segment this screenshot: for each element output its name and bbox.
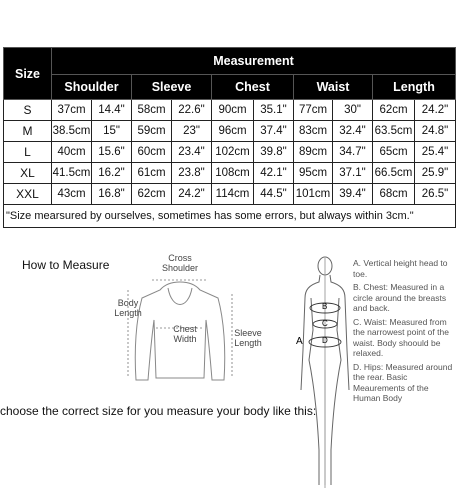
chest-width-label-line-2: Width — [173, 334, 197, 344]
measurement-cell: 35.1" — [254, 100, 294, 121]
measurement-cell: 101cm — [294, 184, 333, 205]
marker-c: C — [322, 319, 328, 328]
measurement-cell: 68cm — [373, 184, 415, 205]
table-row — [4, 142, 456, 163]
note-a: A. Vertical height head to toe. — [353, 258, 448, 279]
measurement-cell: 38.5cm — [52, 121, 92, 142]
measurement-cell: 62cm — [373, 100, 415, 121]
measurement-cell: 24.8" — [415, 121, 456, 142]
measurement-cell: 37.4" — [254, 121, 294, 142]
measurement-cell: 59cm — [132, 121, 172, 142]
measurement-cell: 16.2" — [92, 163, 132, 184]
note-c: C. Waist: Measured from the narrowest point of the waist. Body shoould be relaxed. — [353, 316, 449, 358]
sleeve-length-label-line-2: Length — [234, 338, 262, 348]
note-d: D. Hips: Measured around the rear. Basic Meaurements of the Human Body — [353, 361, 453, 403]
measurement-cell: 41.5cm — [52, 163, 92, 184]
table-row — [4, 163, 456, 184]
measurement-cell: 24.2" — [415, 100, 456, 121]
size-cell: M — [4, 121, 52, 142]
measurement-cell: 63.5cm — [373, 121, 415, 142]
size-table — [3, 47, 456, 228]
measurement-cell: 95cm — [294, 163, 333, 184]
column-header-waist: Waist — [294, 75, 373, 100]
table-row — [4, 100, 456, 121]
choose-size-text: choose the correct size for you measure your body like this: — [0, 404, 317, 418]
measurement-notes — [353, 258, 458, 407]
note-b: B. Chest: Measured in a circle around the breasts and back. — [353, 282, 447, 313]
cross-shoulder-label-line-2: Shoulder — [161, 263, 199, 273]
sleeve-length-label — [228, 328, 268, 348]
table-header-row-1 — [4, 48, 456, 75]
measurement-cell: 65cm — [373, 142, 415, 163]
size-cell: XL — [4, 163, 52, 184]
size-cell: L — [4, 142, 52, 163]
chest-width-label — [165, 324, 205, 344]
cross-shoulder-label-line-1: Cross — [168, 253, 192, 263]
measurement-cell: 23" — [172, 121, 212, 142]
measurement-cell: 39.8" — [254, 142, 294, 163]
body-length-label — [108, 298, 148, 318]
how-to-measure-title: How to Measure — [22, 258, 110, 272]
measurement-cell: 25.4" — [415, 142, 456, 163]
measurement-cell: 39.4" — [333, 184, 373, 205]
body-length-label-line-2: Length — [114, 308, 142, 318]
marker-a: A — [296, 336, 303, 347]
measurement-cell: 22.6" — [172, 100, 212, 121]
measurement-cell: 62cm — [132, 184, 172, 205]
measurement-cell: 83cm — [294, 121, 333, 142]
size-note: "Size mearsured by ourselves, sometimes has some errors, but always within 3cm." — [4, 205, 456, 228]
body-length-label-line-1: Body — [117, 298, 139, 308]
measurement-cell: 14.4" — [92, 100, 132, 121]
measurement-cell: 61cm — [132, 163, 172, 184]
column-header-shoulder: Shoulder — [52, 75, 132, 100]
size-cell: XXL — [4, 184, 52, 205]
size-cell: S — [4, 100, 52, 121]
measurement-header: Measurement — [52, 48, 456, 75]
chest-width-label-line-1: Chest — [173, 324, 197, 334]
measurement-cell: 37cm — [52, 100, 92, 121]
measurement-cell: 23.8" — [172, 163, 212, 184]
measurement-cell: 34.7" — [333, 142, 373, 163]
measurement-cell: 24.2" — [172, 184, 212, 205]
measurement-cell: 15" — [92, 121, 132, 142]
sleeve-length-label-line-1: Sleeve — [234, 328, 262, 338]
measurement-cell: 60cm — [132, 142, 172, 163]
measurement-cell: 58cm — [132, 100, 172, 121]
measurement-cell: 16.8" — [92, 184, 132, 205]
size-header: Size — [4, 48, 52, 100]
measurement-cell: 77cm — [294, 100, 333, 121]
measurement-cell: 66.5cm — [373, 163, 415, 184]
measurement-cell: 108cm — [212, 163, 254, 184]
column-header-sleeve: Sleeve — [132, 75, 212, 100]
body-measure-lines — [309, 258, 341, 488]
measurement-cell: 90cm — [212, 100, 254, 121]
measurement-cell: 40cm — [52, 142, 92, 163]
measurement-cell: 30" — [333, 100, 373, 121]
marker-d: D — [322, 336, 328, 345]
column-header-length: Length — [373, 75, 456, 100]
measurement-cell: 96cm — [212, 121, 254, 142]
measurement-cell: 26.5" — [415, 184, 456, 205]
measurement-cell: 37.1" — [333, 163, 373, 184]
measurement-cell: 114cm — [212, 184, 254, 205]
measurement-cell: 23.4" — [172, 142, 212, 163]
marker-b: B — [322, 302, 328, 311]
measurement-cell: 15.6" — [92, 142, 132, 163]
measurement-cell: 25.9" — [415, 163, 456, 184]
measurement-cell: 32.4" — [333, 121, 373, 142]
measurement-cell: 42.1" — [254, 163, 294, 184]
table-row — [4, 184, 456, 205]
column-header-chest: Chest — [212, 75, 294, 100]
table-header-row-2 — [4, 75, 456, 100]
measurement-cell: 102cm — [212, 142, 254, 163]
table-note-row — [4, 205, 456, 228]
measurement-cell: 89cm — [294, 142, 333, 163]
measurement-cell: 44.5" — [254, 184, 294, 205]
table-row — [4, 121, 456, 142]
body-diagram — [295, 250, 355, 500]
measurement-cell: 43cm — [52, 184, 92, 205]
cross-shoulder-label — [160, 253, 200, 273]
